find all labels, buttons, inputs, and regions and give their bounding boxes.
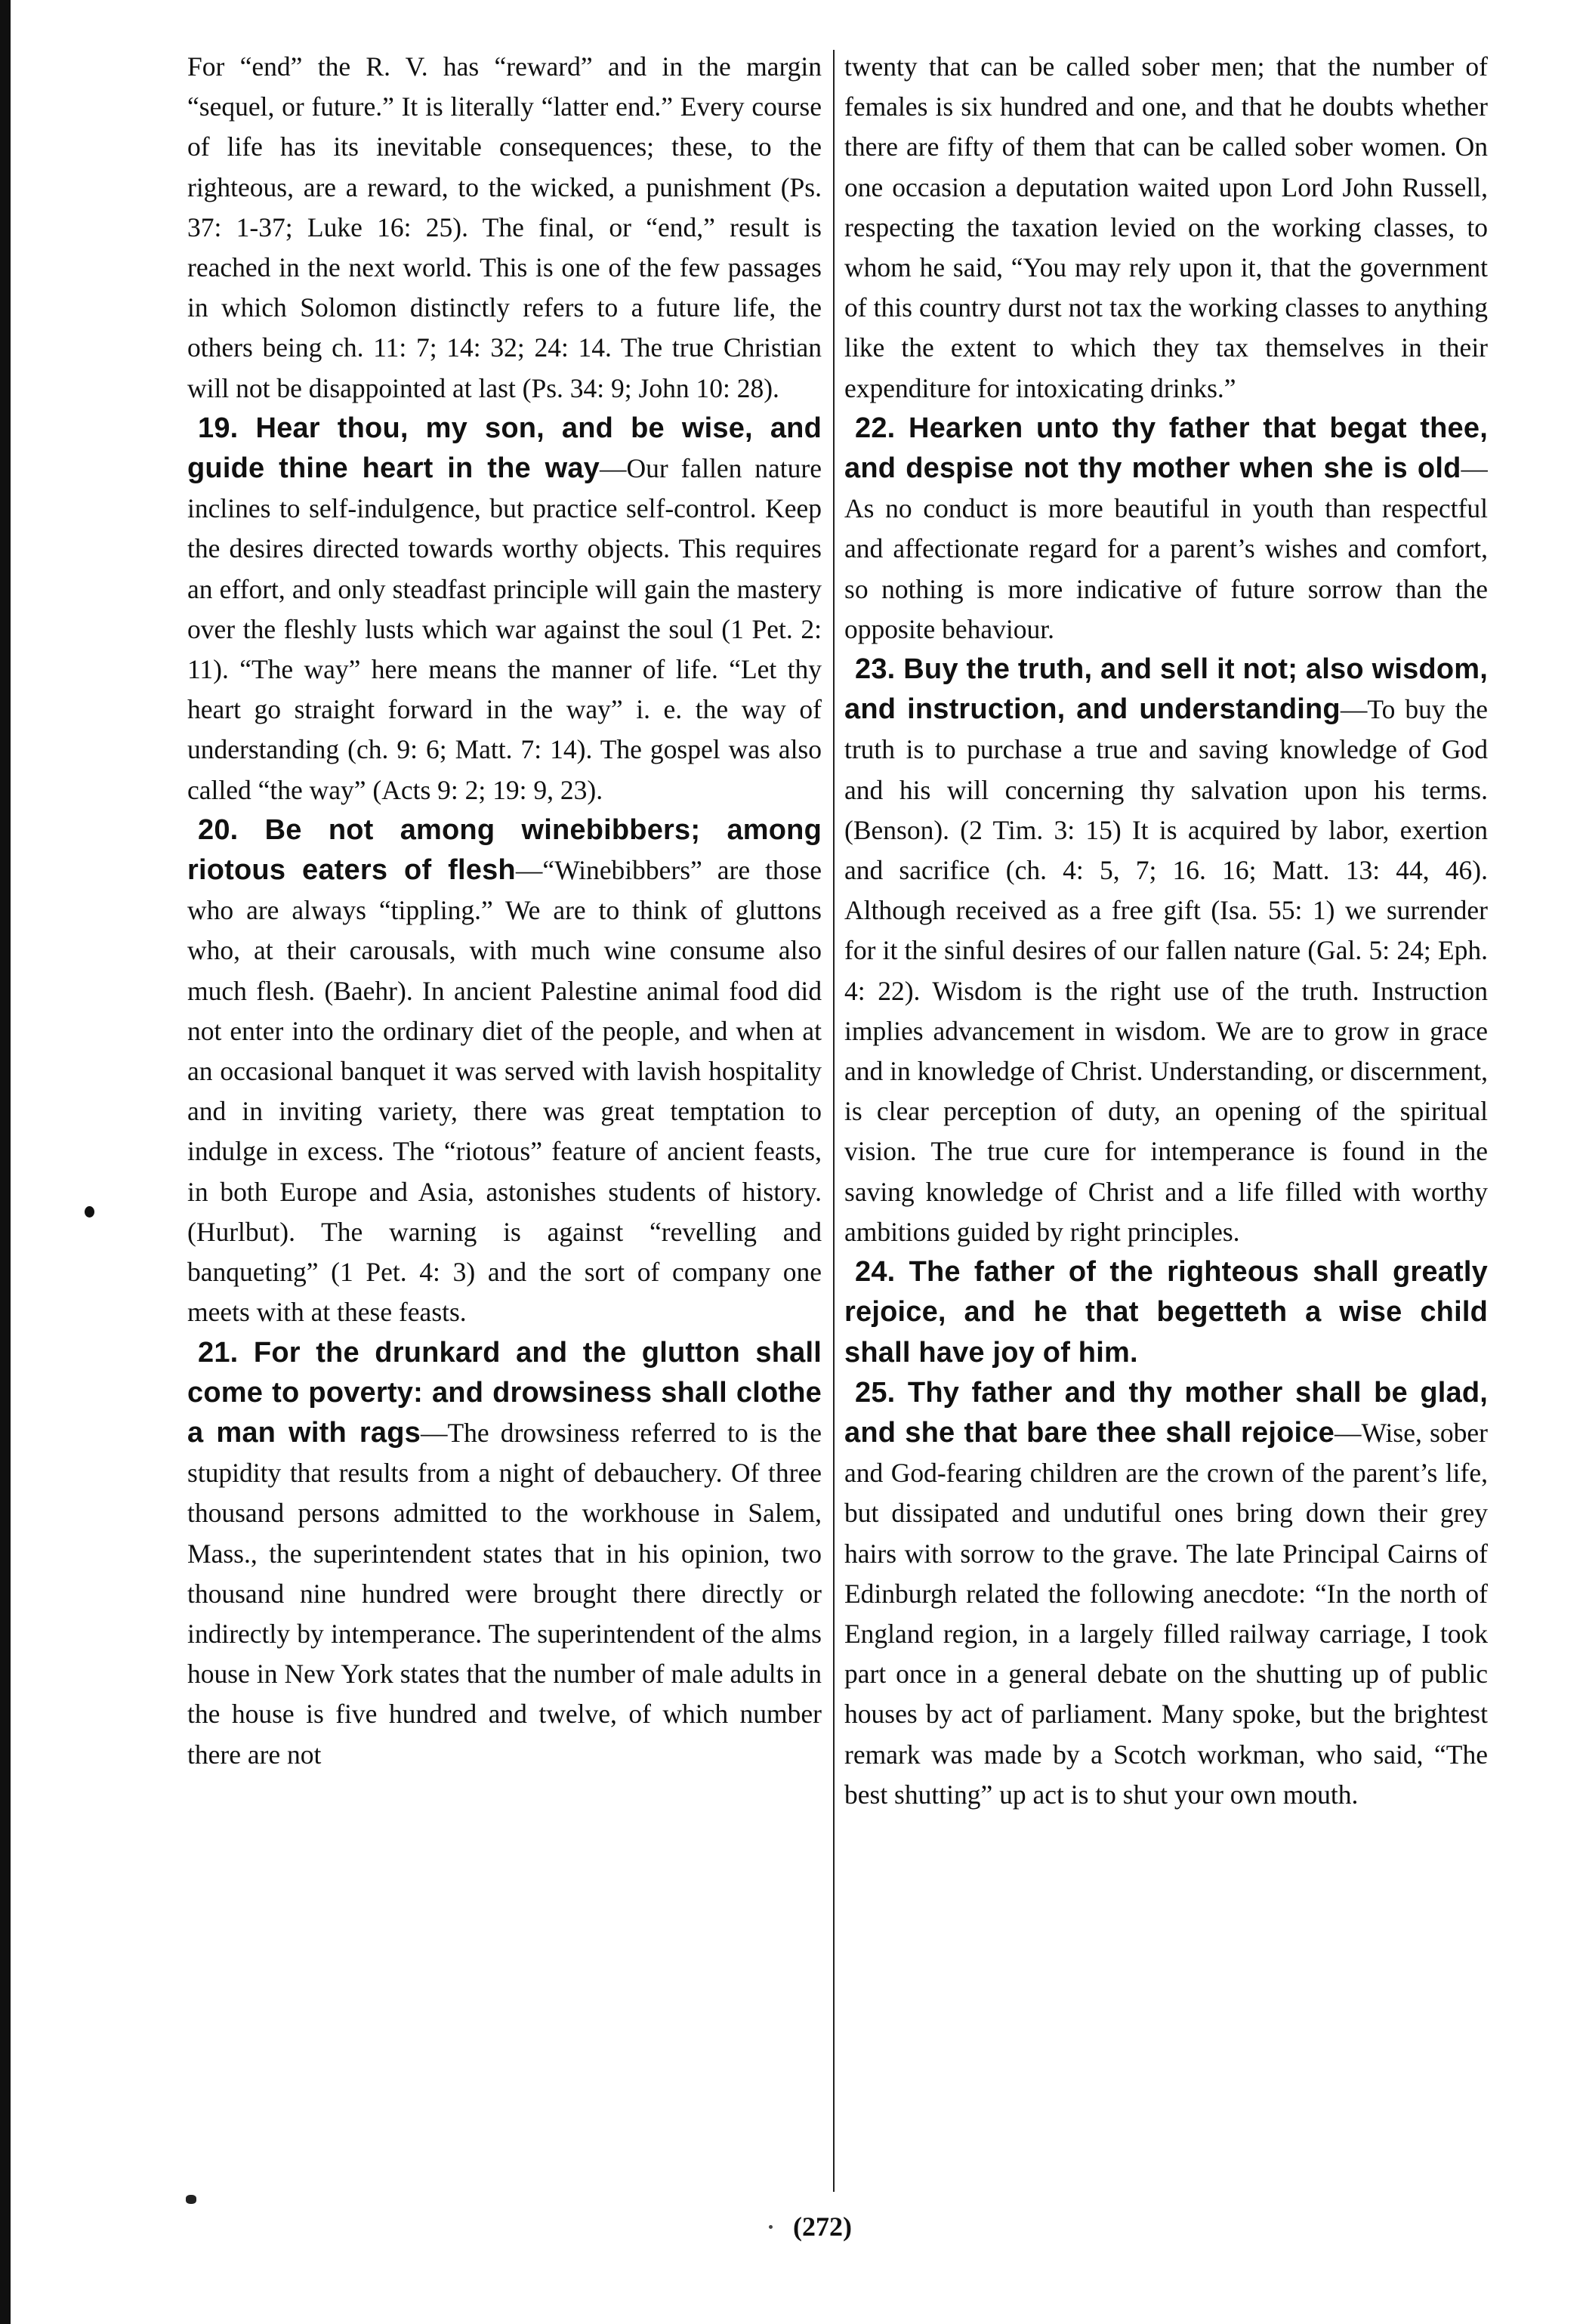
verse-heading-20: 20. Be not among winebibbers; among riotous eaters of flesh <box>187 813 822 887</box>
column-divider <box>833 50 835 2192</box>
verse-heading-24: 24. The father of the righteous shall greatly rejoice, and he that begetteth a wise child shall have joy of him. <box>844 1256 1488 1369</box>
commentary-body-20: —“Winebibbers” are those who are always “tippling.” We are to think of gluttons who, at their carousals, with much wine consume also much flesh. (Baehr). In ancient Palestine animal food did not enter into the ordinary diet of the people, and when at an occasional banquet it was served with lavish hospitality and in inviting variety, there was great temptation to indulge in excess. The “riotous” feature of ancient feasts, in both Europe and Asia, astonishes students of history. (Hurlbut). The warning is against “revelling and banqueting” (1 Pet. 4: 3) and the sort of company one meets with at these feasts. <box>187 855 822 1328</box>
verse-heading-23: 23. Buy the truth, and sell it not; also wisdom, and instruction, and understanding <box>844 653 1488 726</box>
verse-heading-21: 21. For the drunkard and the glutton shall come to poverty: and drowsiness shall clothe a man with rags <box>187 1336 822 1449</box>
ink-speck <box>769 2225 773 2229</box>
commentary-entry-24 <box>844 1252 1488 1373</box>
page-number: (272) <box>793 2211 852 2242</box>
commentary-entry-21 <box>187 1333 822 1775</box>
ink-smudge <box>186 2195 196 2204</box>
left-intro-paragraph: For “end” the R. V. has “reward” and in the margin “sequel, or future.” It is literally “latter end.” Every course of life has its inevitable consequences; these, to the righteous, are a reward, to the wicked, a punishment (Ps. 37: 1-37; Luke 16: 25). The final, or “end,” result is reached in the next world. This is one of the few passages in which Solomon distinctly refers to a future life, the others being ch. 11: 7; 14: 32; 24: 14. The true Christian will not be disappointed at last (Ps. 34: 9; John 10: 28). <box>187 51 822 403</box>
verse-heading-19: 19. Hear thou, my son, and be wise, and guide thine heart in the way <box>187 412 822 485</box>
commentary-entry-25 <box>844 1373 1488 1815</box>
commentary-body-22: —As no conduct is more beautiful in youth than respectful and affectionate regard for a parent’s wishes and comfort, so nothing is more indicative of future sorrow than the opposite behaviour. <box>844 453 1488 644</box>
commentary-body-21: —The drowsiness referred to is the stupidity that results from a night of debauchery. Of three thousand persons admitted to the workhouse in Salem, Mass., the superintendent states that in his opinion, two thousand nine hundred were brought there directly or indirectly by intemperance. The superintendent of the alms house in New York states that the number of male adults in the house is five hundred and twelve, of which number there are not <box>187 1417 822 1770</box>
verse-heading-22: 22. Hearken unto thy father that begat thee, and despise not thy mother when she is old <box>844 412 1488 485</box>
commentary-body-23: —To buy the truth is to purchase a true and saving knowledge of God and his will concerning thy salvation upon his terms. (Benson). (2 Tim. 3: 15) It is acquired by labor, exertion and sacrifice (ch. 4: 5, 7; 16. 16; Matt. 13: 44, 46). Although received as a free gift (Isa. 55: 1) we surrender for it the sinful desires of our fallen nature (Gal. 5: 24; Eph. 4: 22). Wisdom is the right use of the truth. Instruction implies advancement in wisdom. We are to grow in grace and in knowledge of Christ. Understanding, or discernment, is clear perception of duty, an opening of the spiritual vision. The true cure for intemperance is found in the saving knowledge of Christ and a life filled with worthy ambitions guided by right principles. <box>844 694 1488 1247</box>
left-column <box>187 47 822 2203</box>
commentary-entry-23 <box>844 650 1488 1252</box>
verse-heading-25: 25. Thy father and thy mother shall be glad, and she that bare thee shall rejoice <box>844 1376 1488 1449</box>
commentary-entry-22 <box>844 409 1488 650</box>
commentary-body-19: —Our fallen nature inclines to self-indulgence, but practice self-control. Keep the desires directed towards worthy objects. This requires an effort, and only steadfast principle will gain the mastery over the fleshly lusts which war against the soul (1 Pet. 2: 11). “The way” here means the manner of life. “Let thy heart go straight forward in the way” i. e. the way of understanding (ch. 9: 6; Matt. 7: 14). The gospel was also called “the way” (Acts 9: 2; 19: 9, 23). <box>187 453 822 805</box>
commentary-body-25: —Wise, sober and God-fearing children are the crown of the parent’s life, but dissipated and undutiful ones bring down their grey hairs with sorrow to the grave. The late Principal Cairns of Edinburgh related the following anecdote: “In the north of England region, in a largely filled railway carriage, I took part once in a general debate on the shutting up of public houses by act of parliament. Many spoke, but the brightest remark was made by a Scotch workman, who said, “The best shutting” up act is to shut your own mouth. <box>844 1417 1488 1810</box>
page-binding-edge <box>0 0 11 2324</box>
right-intro-paragraph: twenty that can be called sober men; that the number of females is six hundred and one, and that he doubts whether there are fifty of them that can be called sober women. On one occasion a deputation waited upon Lord John Russell, respecting the taxation levied on the working classes, to whom he said, “You may rely upon it, that the government of this country durst not tax the working classes to anything like the extent to which they tax themselves in their expenditure for intoxicating drinks.” <box>844 51 1488 403</box>
commentary-entry-20 <box>187 810 822 1333</box>
right-column <box>844 47 1488 2203</box>
commentary-entry-19 <box>187 409 822 810</box>
ink-dot <box>85 1206 94 1218</box>
